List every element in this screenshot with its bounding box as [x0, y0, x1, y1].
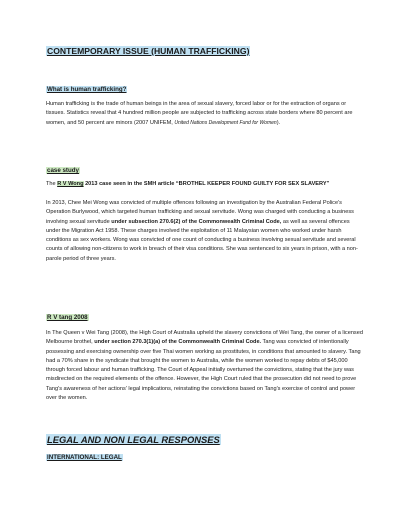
definition-text-end: ).	[276, 119, 281, 126]
case2-text-b: Tang was convicted of intentionally possessing and exercising ownership over five Thai women working as prostitutes, in conditions that amounted to slavery. Tang had a 70% share in the syndicate that brought the women to Australia, while the women worked to repay debts of $45,000 through forced labour and human trafficking. The Court of Appeal initially overturned the convictions, stating that the jury was misdirected on the required elements of the offence. However, the High Court ruled that the prosecution did not need to prove Tang's awareness of her actions' legal implications, reinstating the convictions based on Tang's exercise of control and power over the women.	[46, 339, 361, 402]
case2-paragraph	[46, 329, 364, 403]
case1-legislation: under subsection 270.6(2) of the Commonwealth Criminal Code,	[111, 218, 282, 225]
definition-paragraph	[46, 100, 364, 128]
case2-text-a: In The Queen v Wei Tang (2008), the High Court of Australia upheld the slavery convictions of Wei Tang, the owner of a licensed Melbourne brothel,	[46, 330, 363, 346]
what-is-heading: What is human trafficking?	[47, 86, 127, 93]
case1-paragraph	[46, 199, 364, 264]
case1-text-a: In 2013, Chee Mei Wong was convicted of multiple offences following an investigation by the Australian Federal Police's Operation Burlywood, which targeted human trafficking and sexual servitude. Wong was charged with conducting a business involving sexual servitude	[46, 200, 354, 225]
case2-legislation: under section 270.3(1)(a) of the Commonwealth Criminal Code.	[94, 339, 262, 346]
definition-text: Human trafficking is the trade of human beings in the area of sexual slavery, forced labor or for the extraction of organs or tissues. Statistics reveal that 4 hundred million people are subjected to trafficking across state borders where 80 percent are women, and 50 percent are minors (2007 UNIFEM,	[46, 101, 353, 126]
case1-name: R V Wong	[57, 181, 84, 187]
case1-text-b: as well as several offences under the Migration Act 1958. These charges involved the exploitation of 11 Malaysian women who worked under harsh conditions as sex workers. Wong was convicted of one count of conducting a business involving sexual servitude and several counts of allowing non-citizens to work in breach of their visa conditions. She was sentenced to six years in prison, with a non-parole period of three years.	[46, 218, 358, 262]
case1-intro	[46, 180, 364, 189]
legal-responses-heading: LEGAL AND NON LEGAL RESPONSES	[47, 434, 220, 445]
case-study-heading: case study	[47, 167, 79, 174]
international-legal-heading: INTERNATIONAL: LEGAL	[47, 454, 122, 461]
case2-heading: R V tang 2008	[47, 314, 88, 321]
case1-article: 2013 case seen in the SMH article “BROTHEL KEEPER FOUND GUILTY FOR SEX SLAVERY”	[83, 181, 330, 187]
definition-italic-source: United Nations Development Fund for Women	[174, 119, 277, 126]
case1-prefix: The	[46, 181, 58, 187]
page-title: CONTEMPORARY ISSUE (HUMAN TRAFFICKING)	[47, 46, 250, 56]
